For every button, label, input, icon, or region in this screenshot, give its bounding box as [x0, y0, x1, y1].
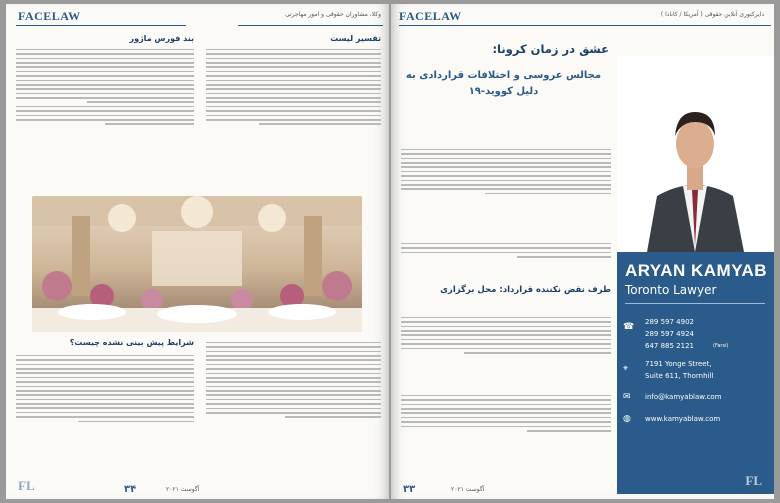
article-subtitle: مجالس عروسی و اختلافات قراردادی به دلیل کووید-۱۹	[405, 70, 602, 97]
brand-logo: FACELAW	[399, 9, 462, 23]
header-rule	[399, 25, 771, 26]
phone-2[interactable]: 289 597 4924	[645, 330, 694, 338]
article-title: عشق در زمان کرونا:	[492, 42, 609, 56]
lawyer-name: ARYAN KAMYAB	[625, 261, 768, 280]
footer-logo: FL	[745, 473, 762, 488]
header-rule	[238, 25, 383, 26]
lawyer-photo	[617, 56, 774, 252]
page-number: ۳۴	[124, 484, 137, 495]
heading-band: بند فورس ماژور	[129, 34, 194, 43]
lawyer-title: Toronto Lawyer	[625, 283, 717, 297]
phone-1[interactable]: 289 597 4902	[645, 318, 694, 326]
divider	[625, 303, 765, 304]
phone-icon: ☎	[623, 322, 635, 332]
lawyer-ad-panel	[617, 56, 774, 494]
brand-logo: FACELAW	[18, 9, 81, 23]
phone-note: (Farsi)	[713, 343, 729, 349]
page-number: ۳۳	[403, 484, 416, 495]
address-line-1: 7191 Yonge Street,	[645, 360, 712, 368]
phone-3[interactable]: 647 885 2121	[645, 342, 694, 350]
email-link[interactable]: info@kamyablaw.com	[645, 393, 722, 401]
section-body-2	[401, 392, 611, 468]
page-header: دایرکتوری آنلاین حقوقی ( آمریکا / کانادا )	[660, 11, 764, 18]
sharayet-body	[16, 352, 194, 479]
band-body	[16, 46, 194, 188]
email-icon: ✉	[623, 392, 631, 402]
intro-body	[401, 146, 611, 234]
page-header: وکلا، مشاوران حقوقی و امور مهاجرتی	[284, 11, 381, 18]
right-page	[391, 4, 774, 499]
website-link[interactable]: www.kamyablaw.com	[645, 415, 721, 423]
lower-right-body	[206, 339, 381, 479]
globe-icon: ◍	[623, 414, 631, 424]
heading-sharayet: شرایط پیش بینی نشده چیست؟	[69, 338, 194, 347]
address-line-2: Suite 611, Thornhill	[645, 372, 714, 380]
header-rule	[16, 25, 186, 26]
intro-body-2	[401, 240, 611, 274]
section-body	[401, 314, 611, 388]
left-page	[6, 4, 389, 499]
footer-logo: FL	[18, 478, 35, 493]
location-icon: ⌖	[623, 364, 629, 374]
tafsir-body	[206, 46, 381, 188]
heading-tafsir: تفسیر لیست	[330, 34, 381, 43]
wedding-hall-image	[32, 196, 362, 332]
section-heading: طرف نقض نکننده قرارداد: محل برگزاری	[440, 285, 611, 295]
footer-date: آگوست ۲۰۲۱	[166, 486, 200, 493]
footer-date: آگوست ۲۰۲۱	[451, 486, 485, 493]
